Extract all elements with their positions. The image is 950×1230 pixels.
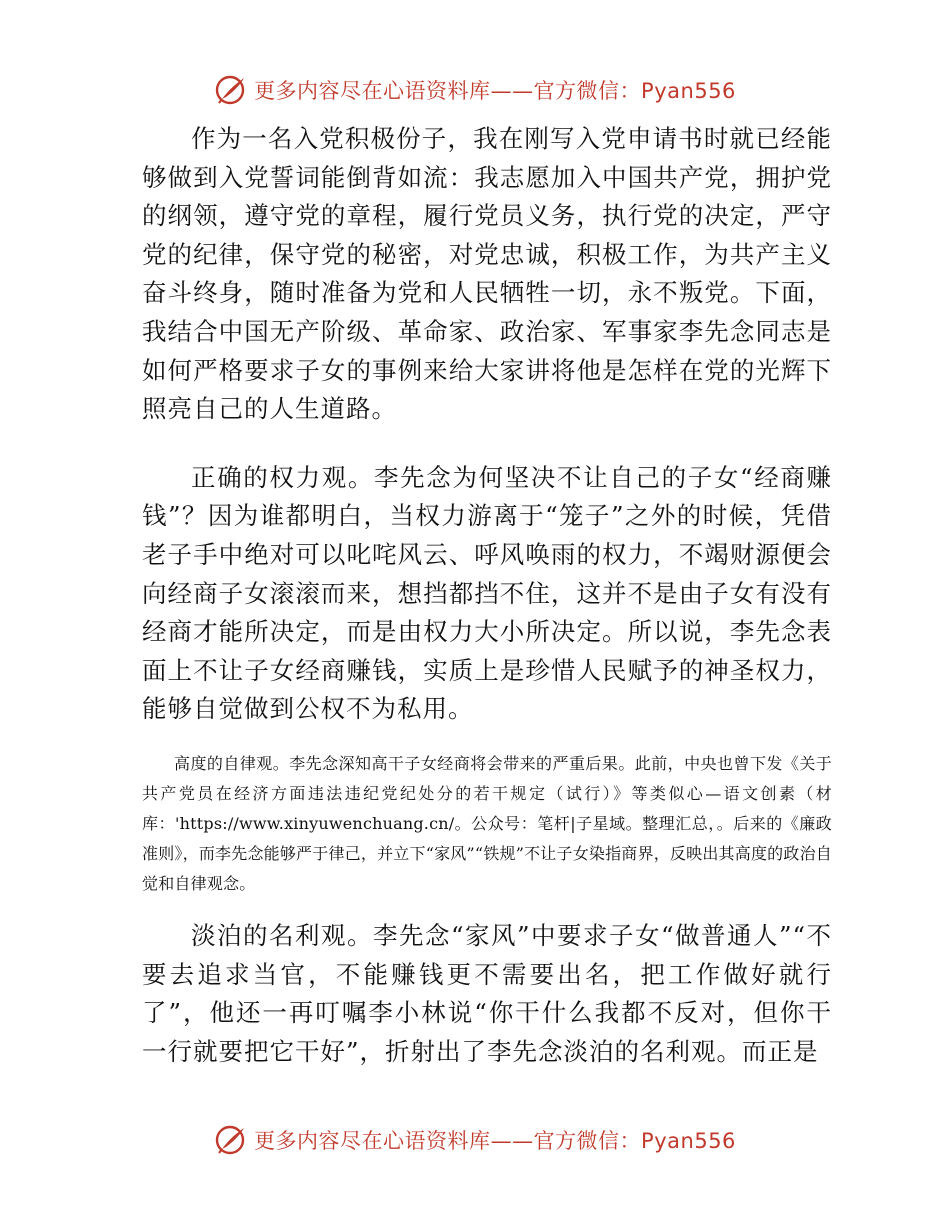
footer-contact: 官方微信：Pyan556 <box>533 1129 736 1153</box>
header-separator: —— <box>490 79 534 103</box>
feather-pen-logo-icon <box>214 1123 248 1157</box>
header-slogan: 更多内容尽在心语资料库 <box>254 79 491 103</box>
paragraph-fame-view: 淡泊的名利观。李先念“家风”中要求子女“做普通人”“不要去追求当官，不能赚钱更不需要出名，把工作做好就行了”，他还一再叮嘱李小林说“你干什么我都不反对，但你干一行就要把它干好”，折射出了李先念淡泊的名利观。而正是 <box>142 920 832 1066</box>
paragraph-intro: 作为一名入党积极份子，我在刚写入党申请书时就已经能够做到入党誓词能倒背如流：我志愿加入中国共产党，拥护党的纲领，遵守党的章程，履行党员义务，执行党的决定，严守党的纪律，保守党的秘密，对党忠诚，积极工作，为共产主义奋斗终身，随时准备为党和人民牺牲一切，永不叛党。下面，我结合中国无产阶级、革命家、政治家、军事家李先念同志是如何严格要求子女的事例来给大家讲将他是怎样在党的光辉下照亮自己的人生道路。 <box>142 124 832 424</box>
paragraph-self-discipline: 高度的自律观。李先念深知高干子女经商将会带来的严重后果。此前，中央也曾下发《关于共产党员在经济方面违法违纪党纪处分的若干规定（试行）》等类似心—语文创素（材库：'https://www.xinyuwenchuang.cn/。公众号：笔杆|子星域。整理汇总，。后来的《廉政准则》，而李先念能够严于律己，并立下“家风”“铁规”不让子女染指商界，反映出其高度的政治自觉和自律观念。 <box>142 753 832 893</box>
document-body <box>142 120 832 1071</box>
footer-text <box>254 1125 736 1155</box>
footer-banner <box>0 1120 950 1160</box>
footer-separator: —— <box>490 1129 534 1153</box>
feather-pen-logo-icon <box>214 73 248 107</box>
footer-slogan: 更多内容尽在心语资料库 <box>254 1129 491 1153</box>
header-banner <box>0 70 950 110</box>
header-contact: 官方微信：Pyan556 <box>533 79 736 103</box>
header-text <box>254 75 736 105</box>
paragraph-power-view: 正确的权力观。李先念为何坚决不让自己的子女“经商赚钱”？因为谁都明白，当权力游离于“笼子”之外的时候，凭借老子手中绝对可以叱咤风云、呼风唤雨的权力，不竭财源便会向经商子女滚滚而来，想挡都挡不住，这并不是由子女有没有经商才能所决定，而是由权力大小所决定。所以说，李先念表面上不让子女经商赚钱，实质上是珍惜人民赋予的神圣权力，能够自觉做到公权不为私用。 <box>142 462 832 724</box>
